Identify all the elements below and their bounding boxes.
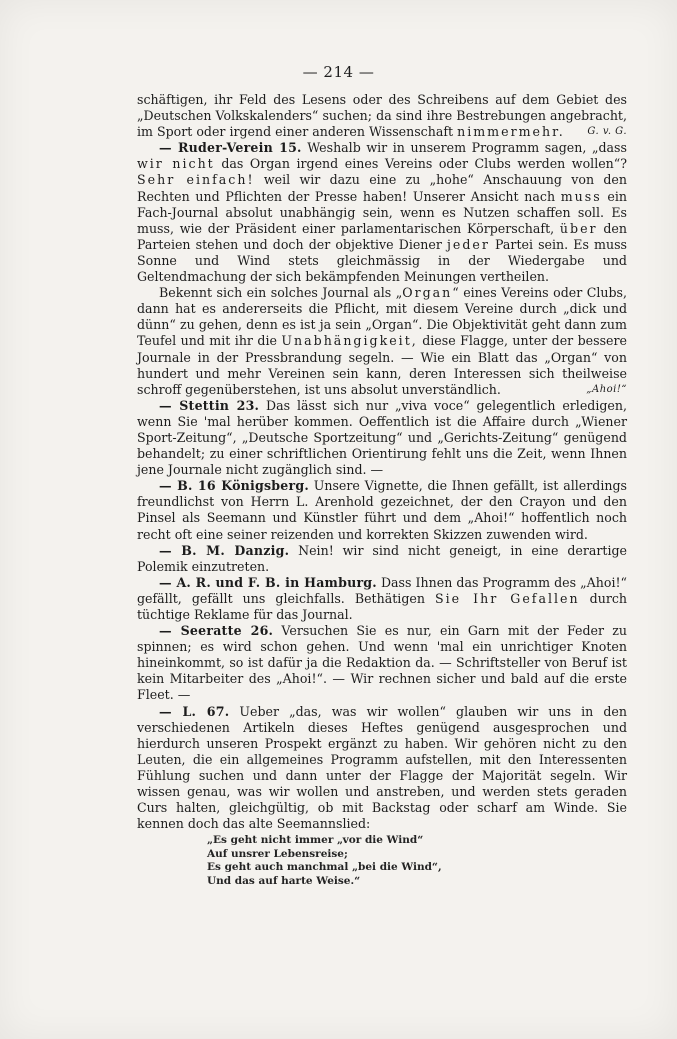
page-body (137, 92, 627, 888)
song-line: Auf unsrer Lebensreise; (207, 847, 348, 860)
entry-heading: — B. M. Danzig. (159, 542, 290, 558)
entry-koenigsberg: — B. 16 Königsberg. Unsere Vignette, die Ihnen gefällt, ist allerdings freundlichst von Herrn L. Arenhold gezeichnet, der den Crayon und den Pinsel als Seemann und Künstler führt und dem „Ahoi!“ hoffentlich noch recht oft eine seiner reizenden und korrekten Skizzen zuwenden wird. (137, 478, 627, 542)
bekennt-signature: „Ahoi!“ (586, 383, 627, 395)
entry-hamburg: — A. R. und F. B. in Hamburg. Dass Ihnen das Programm des „Ahoi!“ gefällt, gefällt uns gleichfalls. Bethätigen Sie Ihr Gefallen durch tüchtige Reklame für das Journal. (137, 574, 627, 622)
entry-stettin: — Stettin 23. Das lässt sich nur „viva voce“ gelegentlich erledigen, wenn Sie 'mal herüber kommen. Oeffentlich ist die Affaire durch „Wiener Sport-Zeitung“, „Deutsche Sportzeitung“ und „Gerichts-Zeitung“ genügend behandelt; zu einer schriftlichen Orientirung fehlt uns die Zeit, wenn Ihnen jene Journale nicht zugänglich sind. — (137, 397, 627, 478)
intro-paragraph: schäftigen, ihr Feld des Lesens oder des Schreibens auf dem Gebiet des „Deutschen Volkskalenders“ suchen; da sind ihre Bestrebungen angebracht, im Sport oder irgend einer anderen Wissenschaft nimmermehr. G. v. G. (137, 92, 627, 140)
song-line: Es geht auch manchmal „bei die Wind“, (207, 861, 442, 874)
entry-danzig: — B. M. Danzig. Nein! wir sind nicht geneigt, in eine derartige Polemik einzutreten. (137, 542, 627, 574)
entry-heading: — L. 67. (159, 703, 230, 719)
song-line: „Es geht nicht immer „vor die Wind“ (207, 834, 424, 847)
entry-ruder-verein: — Ruder-Verein 15. Weshalb wir in unserem Programm sagen, „dass wir nicht das Organ irgend eines Vereins oder Clubs werden wollen“? Sehr einfach! weil wir dazu eine zu „hohe“ Anschauung von den Rechten und Pflichten der Presse haben! Unserer Ansicht nach muss ein Fach-Journal absolut unabhängig sein, wenn es Nutzen schaffen soll. Es muss, wie der Präsident einer parlamentarischen Körperschaft, über den Parteien stehen und doch der objektive Diener jeder Partei sein. Es muss Sonne und Wind stets gleichmässig in der Wiedergabe und Geltendmachung der sich bekämpfenden Meinungen vertheilen. (137, 140, 627, 285)
sailor-song (207, 834, 627, 888)
entry-heading: — A. R. und F. B. in Hamburg. (159, 574, 377, 590)
entry-l67: — L. 67. Ueber „das, was wir wollen“ glauben wir uns in den verschiedenen Artikeln dieses Heftes genügend ausgesprochen und hierdurch unseren Prospekt ergänzt zu haben. Wir gehören nicht zu den Leuten, die ein allgemeines Programm aufstellen, mit den Interessenten Fühlung suchen und dann unter der Flagge der Majorität segeln. Wir wissen genau, was wir wollen und anstreben, und werden stets geraden Curs halten, gleichgültig, ob mit Backstag oder scharf am Winde. Sie kennen doch das alte Seemannslied: (137, 703, 627, 832)
entry-heading: — Stettin 23. (159, 397, 260, 413)
song-line: Und das auf harte Weise.“ (207, 874, 361, 887)
entry-heading: — Seeratte 26. (159, 623, 274, 639)
entry-heading: — Ruder-Verein 15. (159, 140, 302, 156)
entry-heading: — B. 16 Königsberg. (159, 478, 309, 494)
page-number: — 214 — (302, 63, 375, 81)
intro-signature: G. v. G. (587, 126, 627, 138)
entry-seeratte: — Seeratte 26. Versuchen Sie es nur, ein Garn mit der Feder zu spinnen; es wird schon gehen. Und wenn 'mal ein unrichtiger Knoten hineinkommt, so ist dafür ja die Redaktion da. — Schriftsteller von Beruf ist kein Mitarbeiter des „Ahoi!“. — Wir rechnen sicher und bald auf die erste Fleet. — (137, 623, 627, 703)
paragraph-bekennt: Bekennt sich ein solches Journal als „Organ“ eines Vereins oder Clubs, dann hat es andererseits die Pflicht, mit diesem Vereine durch „dick und dünn“ zu gehen, denn es ist ja sein „Organ“. Die Objektivität geht dann zum Teufel und mit ihr die Unabhängigkeit, diese Flagge, unter der bessere Journale in der Pressbrandung segeln. — Wie ein Blatt das „Organ“ von hundert und mehr Vereinen sein kann, deren Interessen sich theilweise schroff gegenüberstehen, ist uns absolut unverständlich. „Ahoi!“ (137, 285, 627, 397)
